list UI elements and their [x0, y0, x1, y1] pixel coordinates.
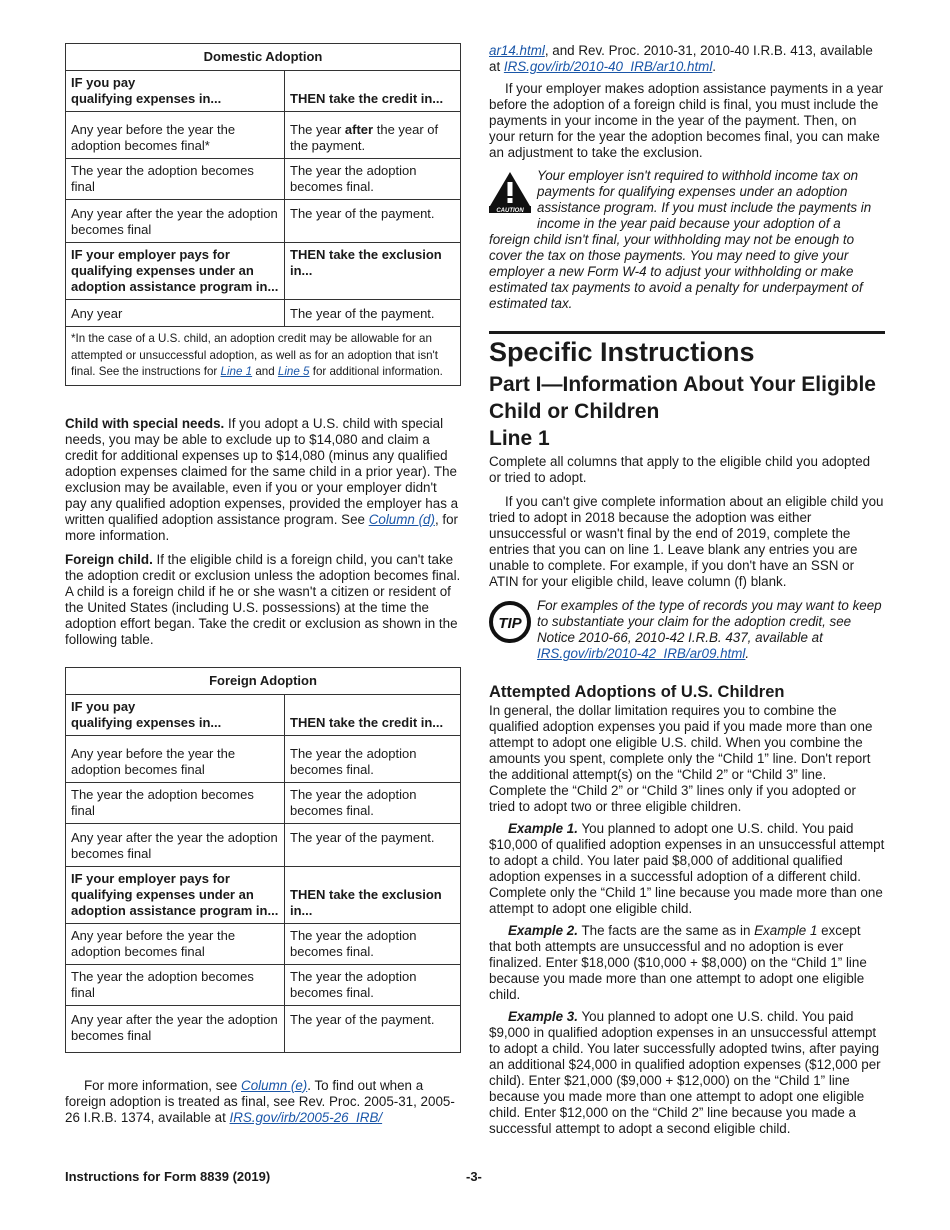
- line-1-paragraph-1: Complete all columns that apply to the eligible child you adopted or tried to adopt.: [489, 454, 871, 485]
- foreign-emp-row-2-left: The year the adoption becomes final: [66, 964, 285, 1005]
- domestic-row-2-right: The year the adoption becomes final.: [285, 159, 461, 200]
- caution-label: CAUTION: [496, 208, 524, 213]
- special-needs-paragraph: Child with special needs. If you adopt a U.S. child with special needs, you may be able to exclude up to $14,080 and claim a credit for additional expenses up to $14,080 (minus any qualified adoption expenses claimed for the same child in a prior year). The exclusion may be available, even if you or your employer didn't pay any qualified adoption expenses, provided the employer has a written qualified adoption assistance program. See Column (d), for more information.: [65, 415, 459, 543]
- domestic-emp-head-right: THEN take the exclusion in...: [285, 243, 461, 300]
- line-5-link[interactable]: Line 5: [277, 365, 310, 378]
- tip-callout: TIP For examples of the type of records you may want to keep to substantiate your claim for the adoption credit, see Notice 2010-66, 2010-42 I.R.B. 437, available at IRS.gov/irb/2010-42_IRB/ar09.html.: [489, 598, 885, 662]
- example-1-paragraph: Example 1. You planned to adopt one U.S. child. You paid $10,000 of qualified adoption expenses in an unsuccessful attempt to adopt a child. You later paid $8,000 of additional qualified adoption expenses in a successful adoption of a different child. Complete only the “Child 1” line because you made more than one attempt to adopt one eligible child.: [489, 821, 885, 916]
- foreign-emp-head-right: THEN take the exclusion in...: [285, 866, 461, 923]
- foreign-emp-row-3-left: Any year after the year the adoption becomes final: [66, 1005, 285, 1052]
- footer-page-number: -3-: [466, 1169, 482, 1184]
- column-d-link[interactable]: Column (d): [368, 511, 435, 527]
- irb-2010-42-link[interactable]: IRS.gov/irb/2010-42_IRB/ar09.html: [537, 646, 746, 661]
- caution-callout: [489, 168, 885, 312]
- domestic-emp-row-1-right: The year of the payment.: [285, 300, 461, 327]
- tip-icon: [489, 601, 531, 647]
- foreign-emp-row-2-right: The year the adoption becomes final.: [285, 964, 461, 1005]
- example-3-paragraph: Example 3. You planned to adopt one U.S. child. You paid $9,000 in qualified adoption expenses in an unsuccessful attempt to adopt a child. You later successfully adopted twins, after paying an additional $24,000 in qualified adoption expenses ($12,000 per child). Enter $21,000 ($9,000 + $12,000) on the “Child 1” line because you made more than one attempt to adopt one eligible child. Enter $12,000 on the “Child 2” line because you made a successful attempt to adopt a second eligible child.: [489, 1009, 881, 1136]
- foreign-row-3-right: The year of the payment.: [285, 823, 461, 866]
- domestic-head-right: THEN take the credit in...: [285, 71, 461, 112]
- domestic-adoption-table: [65, 43, 461, 386]
- specific-instructions-heading: Specific Instructions: [489, 337, 755, 367]
- caution-text: Your employer isn't required to withhold income tax on payments for qualifying expenses under an adoption assistance program. If you must include the payments in income in the year paid because your adoption of a foreign child isn't final, your withholding may not be enough to cover the tax on those payments. You may need to give your employer a new Form W-4 to adjust your withholding or make estimated tax payments to avoid a penalty for underpayment of estimated tax.: [489, 168, 872, 311]
- foreign-row-2-left: The year the adoption becomes final: [66, 782, 285, 823]
- section-rule: [489, 331, 885, 334]
- domestic-table-footnote: *In the case of a U.S. child, an adoption credit may be allowable for an attempted or unsuccessful adoption, as well as for an adoption that isn't final. See the instructions for Line 1 and Line 5 for additional information.: [66, 327, 461, 386]
- foreign-table-title: Foreign Adoption: [66, 667, 461, 694]
- domestic-row-3-right: The year of the payment.: [285, 200, 461, 243]
- irb-2010-40-link[interactable]: IRS.gov/irb/2010-40_IRB/ar10.html: [503, 59, 713, 74]
- domestic-table-title: Domestic Adoption: [66, 44, 461, 71]
- foreign-child-paragraph: Foreign child. If the eligible child is a foreign child, you can't take the adoption credit or exclusion unless the adoption becomes final. A child is a foreign child if he or she wasn't a citizen or resident of the United States (including U.S. possessions) at the time the adoption effort began. Take the credit or exclusion as shown in the following table.: [65, 551, 461, 647]
- attempted-adoptions-paragraph: In general, the dollar limitation requires you to combine the qualified adoption expenses you paid if you made more than one attempt to adopt one eligible U.S. child. When you combine the amounts you spent, complete only the “Child 1” line. Don't report the additional attempt(s) on the “Child 2” or “Child 3” line. Complete the “Child 2” or “Child 3” lines only if you adopted or tried to adopt two or three eligible children.: [489, 703, 873, 814]
- left-column: [65, 43, 461, 1126]
- footer-form-title: Instructions for Form 8839 (2019): [65, 1169, 271, 1184]
- foreign-emp-row-1-right: The year the adoption becomes final.: [285, 923, 461, 964]
- column-e-link[interactable]: Column (e): [241, 1077, 308, 1093]
- more-info-paragraph: For more information, see Column (e). To find out when a foreign adoption is treated as final, see Rev. Proc. 2005-31, 2005-26 I.R.B. 1374, available at IRS.gov/irb/2005-26_IRB/: [65, 1077, 455, 1125]
- irb-2005-26-link[interactable]: IRS.gov/irb/2005-26_IRB/: [229, 1109, 383, 1125]
- foreign-emp-row-1-left: Any year before the year the adoption becomes final: [66, 923, 285, 964]
- domestic-emp-head-left: IF your employer pays for qualifying expenses under an adoption assistance program in...: [66, 243, 285, 300]
- foreign-row-1-left: Any year before the year the adoption becomes final: [66, 735, 285, 782]
- employer-payments-paragraph: If your employer makes adoption assistance payments in a year before the adoption of a foreign child is final, you must include the payments in your income in the year of the payment. Then, on your return for the year the adoption becomes final, you can make an adjustment to take the exclusion.: [489, 81, 884, 160]
- ar14-link[interactable]: ar14.html: [489, 43, 545, 58]
- domestic-row-3-left: Any year after the year the adoption becomes final: [66, 200, 285, 243]
- attempted-adoptions-heading: Attempted Adoptions of U.S. Children: [489, 683, 785, 701]
- line-1-link[interactable]: Line 1: [220, 365, 253, 378]
- foreign-adoption-table: [65, 667, 461, 1053]
- line-1-heading: Line 1: [489, 427, 550, 450]
- example-2-paragraph: Example 2. The facts are the same as in Example 1 except that both attempts are unsuccessful and no adoption is ever finalized. Enter $18,000 ($10,000 + $8,000) on the “Child 1” line because you made more than one attempt to adopt one eligible child.: [489, 923, 867, 1002]
- continued-paragraph: ar14.html, and Rev. Proc. 2010-31, 2010-40 I.R.B. 413, available at IRS.gov/irb/2010-40_IRB/ar10.html.: [489, 43, 873, 74]
- caution-icon: [489, 171, 531, 217]
- domestic-row-1-right: The year after the year of the payment.: [285, 112, 461, 159]
- line-1-paragraph-2: If you can't give complete information about an eligible child you tried to adopt in 2018 because the adoption was either unsuccessful or wasn't final by the end of 2019, complete the entries that you can on line 1. Leave blank any entries you are unable to complete. For example, if you don't have an SSN or ATIN for your eligible child, leave column (f) blank.: [489, 494, 884, 589]
- domestic-row-2-left: The year the adoption becomes final: [66, 159, 285, 200]
- foreign-row-1-right: The year the adoption becomes final.: [285, 735, 461, 782]
- tip-label: TIP: [498, 615, 522, 632]
- domestic-emp-row-1-left: Any year: [66, 300, 285, 327]
- domestic-row-1-left: Any year before the year the adoption becomes final*: [66, 112, 285, 159]
- right-column: [489, 43, 885, 1137]
- foreign-emp-head-left: IF your employer pays for qualifying expenses under an adoption assistance program in...: [66, 866, 285, 923]
- foreign-head-left: IF you pay qualifying expenses in...: [66, 694, 285, 735]
- domestic-head-left: IF you pay qualifying expenses in...: [66, 71, 285, 112]
- foreign-row-3-left: Any year after the year the adoption becomes final: [66, 823, 285, 866]
- part-1-heading: Part I—Information About Your Eligible Child or Children: [489, 373, 876, 423]
- foreign-emp-row-3-right: The year of the payment.: [285, 1005, 461, 1052]
- foreign-head-right: THEN take the credit in...: [285, 694, 461, 735]
- foreign-row-2-right: The year the adoption becomes final.: [285, 782, 461, 823]
